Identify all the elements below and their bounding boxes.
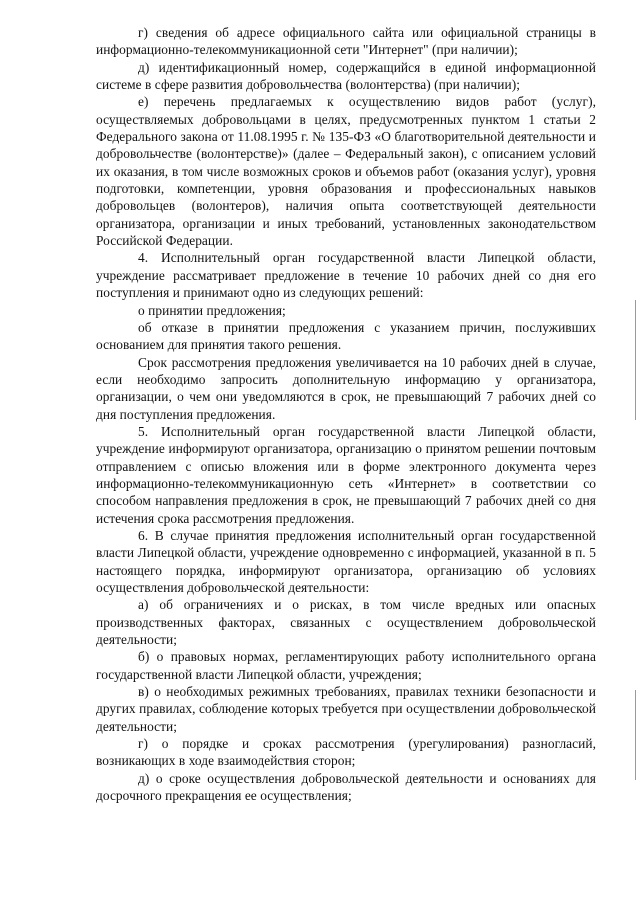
paragraph-term-extension: Срок рассмотрения предложения увеличивается на 10 рабочих дней в случае, если необходимо запросить дополнительную информацию у организатора, организации, о чем они уведомляются в срок, не превышающий 7 рабочих дней со дня поступления предложения. — [96, 354, 596, 422]
paragraph-decision-reject: об отказе в принятии предложения с указанием причин, послуживших основанием для принятия такого решения. — [96, 319, 596, 353]
scan-edge-line — [635, 300, 636, 420]
paragraph-clause-5: 5. Исполнительный орган государственной власти Липецкой области, учреждение информируют организатора, организацию о принятом решении почтовым отправлением с описью вложения или в форме электронного документа через информационно-телекоммуникационную сеть «Интернет» в соответствии со способом направления предложения в срок, не превышающий 7 рабочих дней со дня истечения срока рассмотрения предложения. — [96, 423, 596, 526]
paragraph-item-d-id-number: д) идентификационный номер, содержащийся в единой информационной системе в сфере развития добровольчества (волонтерства) (при наличии); — [96, 59, 596, 93]
scan-edge-line — [635, 690, 636, 780]
paragraph-item-b-legal-norms: б) о правовых нормах, регламентирующих работу исполнительного органа государственной власти Липецкой области, учреждения; — [96, 649, 596, 682]
paragraph-clause-6: 6. В случае принятия предложения исполнительный орган государственной власти Липецкой области, учреждение одновременно с информацией, указанной в п. 5 настоящего порядка, информируют организатора, организацию об условиях осуществления добровольческой деятельности: — [96, 527, 596, 595]
paragraph-item-e-work-list: е) перечень предлагаемых к осуществлению видов работ (услуг), осуществляемых добровольцами в целях, предусмотренных пунктом 1 статьи 2 Федерального закона от 11.08.1995 г. № 135-ФЗ «О благотворительной деятельности и добровольчестве (волонтерстве)» (далее – Федеральный закон), с описанием условий их оказания, в том числе возможных сроков и объемов работ (оказания услуг), уровня подготовки, компетенции, уровня образования и профессиональных навыков добровольцев (волонтеров), наличия опыта соответствующей деятельности организатора, организации и иных требований, установленных законодательством Российской Федерации. — [96, 94, 596, 249]
paragraph-item-g-website: г) сведения об адресе официального сайта или официальной страницы в информационно-телекоммуникационной сети "Интернет" (при наличии); — [96, 25, 596, 58]
paragraph-decision-accept: о принятии предложения; — [138, 302, 286, 318]
paragraph-item-v-safety-rules: в) о необходимых режимных требованиях, правилах техники безопасности и других правилах, соблюдение которых требуется при осуществлении добровольческой деятельности; — [96, 684, 596, 734]
paragraph-item-a-risks: а) об ограничениях и о рисках, в том числе вредных или опасных производственных факторах, связанных с осуществлением добровольческой деятельности; — [96, 597, 596, 648]
paragraph-item-d-term: д) о сроке осуществления добровольческой деятельности и основаниях для досрочного прекращения ее осуществления; — [96, 770, 596, 804]
paragraph-clause-4: 4. Исполнительный орган государственной власти Липецкой области, учреждение рассматривает предложение в течение 10 рабочих дней со дня его поступления и принимают одно из следующих решений: — [96, 250, 596, 301]
document-body — [96, 24, 596, 804]
paragraph-item-g-disputes: г) о порядке и сроках рассмотрения (урегулирования) разногласий, возникающих в ходе взаимодействия сторон; — [96, 736, 596, 769]
